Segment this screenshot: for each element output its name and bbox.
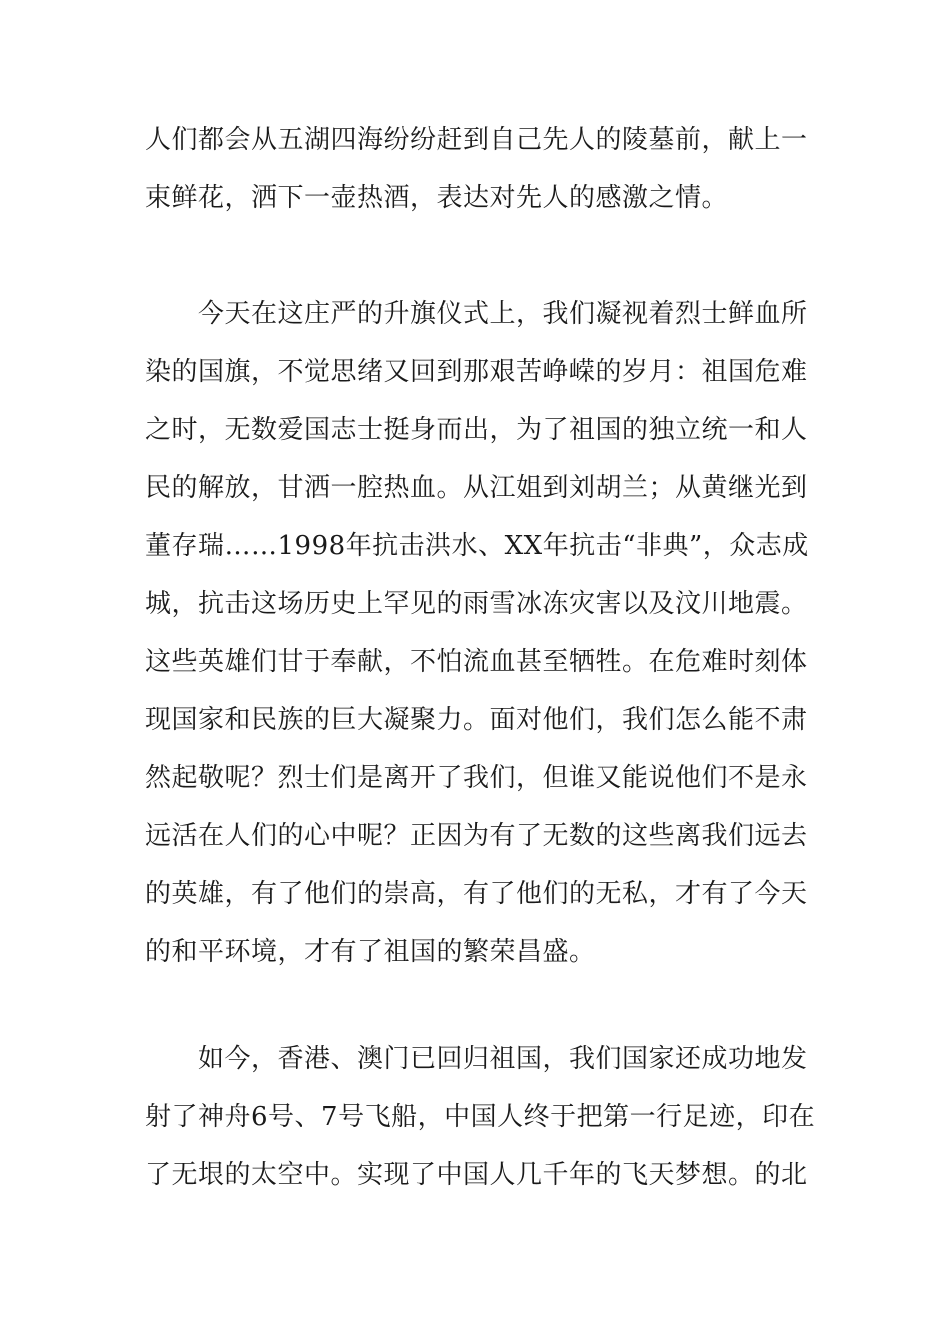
text-line: 的英雄，有了他们的崇高，有了他们的无私，才有了今天 bbox=[145, 879, 808, 909]
text-line: 的和平环境，才有了祖国的繁荣昌盛。 bbox=[145, 937, 596, 967]
paragraph-3 bbox=[145, 1030, 815, 1204]
text-line: 了无垠的太空中。实现了中国人几千年的飞天梦想。的北 bbox=[145, 1160, 808, 1190]
text-line: 如今，香港、澳门已回归祖国，我们国家还成功地发 bbox=[145, 1044, 808, 1074]
paragraph-1 bbox=[145, 111, 815, 227]
text-line: 城，抗击这场历史上罕见的雨雪冰冻灾害以及汶川地震。 bbox=[145, 589, 808, 619]
text-line: 民的解放，甘洒一腔热血。从江姐到刘胡兰；从黄继光到 bbox=[145, 473, 808, 503]
text-line: 这些英雄们甘于奉献，不怕流血甚至牺牲。在危难时刻体 bbox=[145, 647, 808, 677]
text-line: 然起敬呢？烈士们是离开了我们，但谁又能说他们不是永 bbox=[145, 763, 808, 793]
text-line: 人们都会从五湖四海纷纷赶到自己先人的陵墓前，献上一 bbox=[145, 125, 808, 155]
text-line: 今天在这庄严的升旗仪式上，我们凝视着烈士鲜血所 bbox=[145, 299, 808, 329]
text-line: 董存瑞……1998年抗击洪水、XX年抗击“非典”，众志成 bbox=[145, 531, 809, 561]
text-line: 射了神舟6号、7号飞船，中国人终于把第一行足迹，印在 bbox=[145, 1102, 816, 1132]
text-line: 染的国旗，不觉思绪又回到那艰苦峥嵘的岁月：祖国危难 bbox=[145, 357, 808, 387]
text-line: 束鲜花，洒下一壶热酒，表达对先人的感激之情。 bbox=[145, 183, 729, 213]
text-line: 现国家和民族的巨大凝聚力。面对他们，我们怎么能不肃 bbox=[145, 705, 808, 735]
text-line: 远活在人们的心中呢？正因为有了无数的这些离我们远去 bbox=[145, 821, 808, 851]
paragraph-2 bbox=[145, 285, 815, 981]
text-line: 之时，无数爱国志士挺身而出，为了祖国的独立统一和人 bbox=[145, 415, 808, 445]
